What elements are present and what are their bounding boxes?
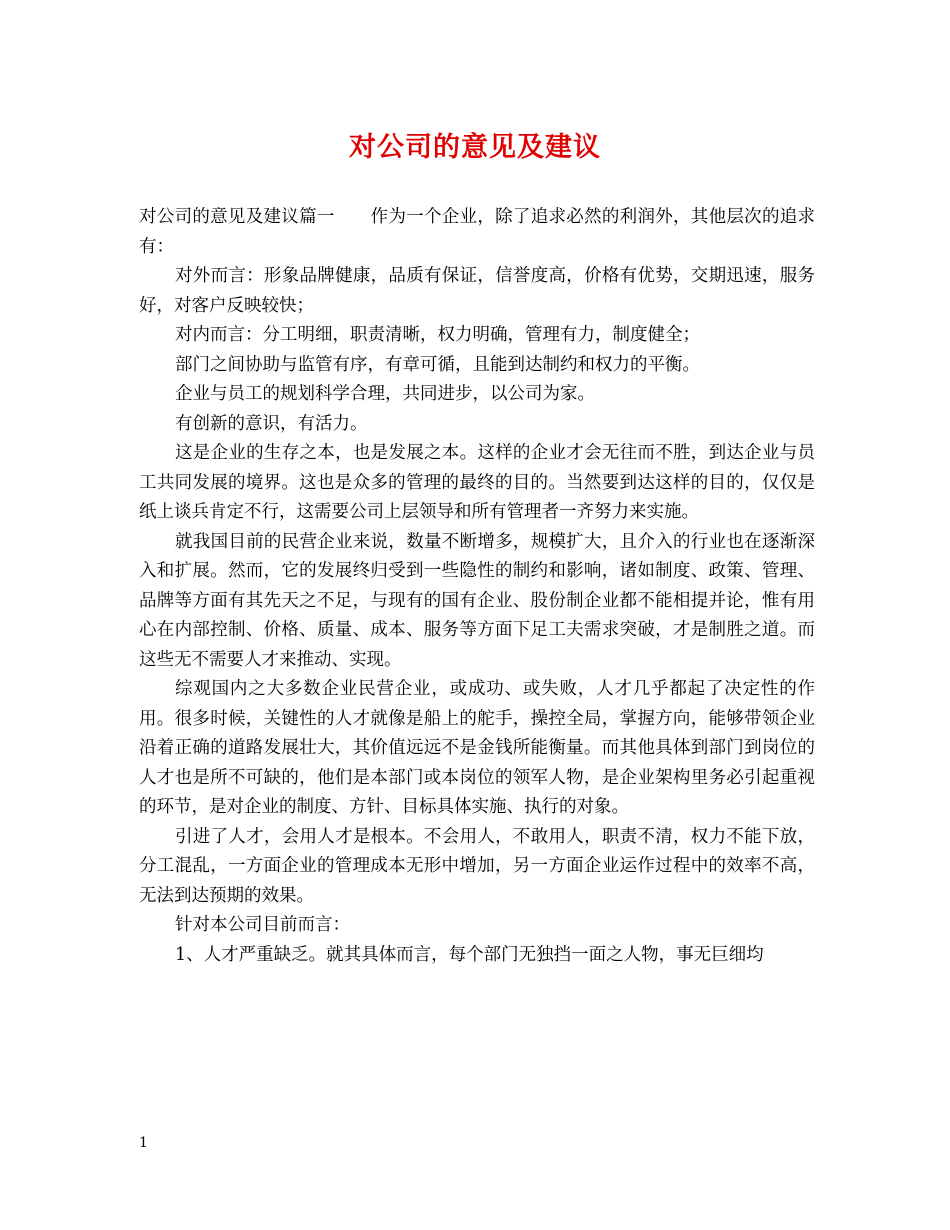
intro-text: 作为一个企业，除了追求必然的利润外，其他层次的追求有： <box>139 207 816 257</box>
document-title: 对公司的意见及建议 <box>349 132 601 163</box>
paragraph: 1、人才严重缺乏。就其具体而言，每个部门无独挡一面之人物，事无巨细均 <box>175 944 764 965</box>
intro-label: 对公司的意见及建议篇一 <box>139 207 335 227</box>
intro-paragraph <box>139 203 815 262</box>
paragraph: 综观国内之大多数企业民营企业，或成功、或失败，人才几乎都起了决定性的作用。很多时候，关键性的人才就像是船上的舵手，操控全局，掌握方向，能够带领企业沿着正确的道路发展壮大，其价值远远不是金钱所能衡量。而其他具体到部门到岗位的人才也是所不可缺的，他们是本部门或本岗位的领军人物，是企业架构里务必引起重视的环节，是对企业的制度、方针、目标具体实施、执行的对象。 <box>139 679 815 817</box>
paragraph: 引进了人才，会用人才是根本。不会用人，不敢用人，职责不清，权力不能下放，分工混乱，一方面企业的管理成本无形中增加，另一方面企业运作过程中的效率不高，无法到达预期的效果。 <box>139 826 815 906</box>
paragraph: 企业与员工的规划科学合理，共同进步，以公司为家。 <box>175 384 595 404</box>
paragraph: 有创新的意识，有活力。 <box>175 413 368 434</box>
paragraph: 这是企业的生存之本，也是发展之本。这样的企业才会无往而不胜，到达企业与员工共同发展的境界。这也是众多的管理的最终的目的。当然要到达这样的目的，仅仅是纸上谈兵肯定不行，这需要公司上层领导和所有管理者一齐努力来实施。 <box>139 443 815 522</box>
paragraph: 针对本公司目前而言： <box>175 915 350 935</box>
paragraph: 就我国目前的民营企业来说，数量不断增多，规模扩大，且介入的行业也在逐渐深入和扩展。然而，它的发展终归受到一些隐性的制约和影响，诸如制度、政策、管理、品牌等方面有其先天之不足，与现有的国有企业、股份制企业都不能相提并论，惟有用心在内部控制、价格、质量、成本、服务等方面下足工夫需求突破，才是制胜之道。而这些无不需要人才来推动、实现。 <box>139 531 815 670</box>
document-body <box>139 203 815 970</box>
paragraph: 对外而言：形象品牌健康，品质有保证，信誉度高，价格有优势，交期迅速，服务好，对客户反映较快； <box>139 266 815 316</box>
paragraph: 部门之间协助与监管有序，有章可循，且能到达制约和权力的平衡。 <box>175 354 700 375</box>
page-number: 1 <box>139 1135 148 1151</box>
paragraph: 对内而言：分工明细，职责清晰，权力明确，管理有力，制度健全； <box>175 325 700 345</box>
